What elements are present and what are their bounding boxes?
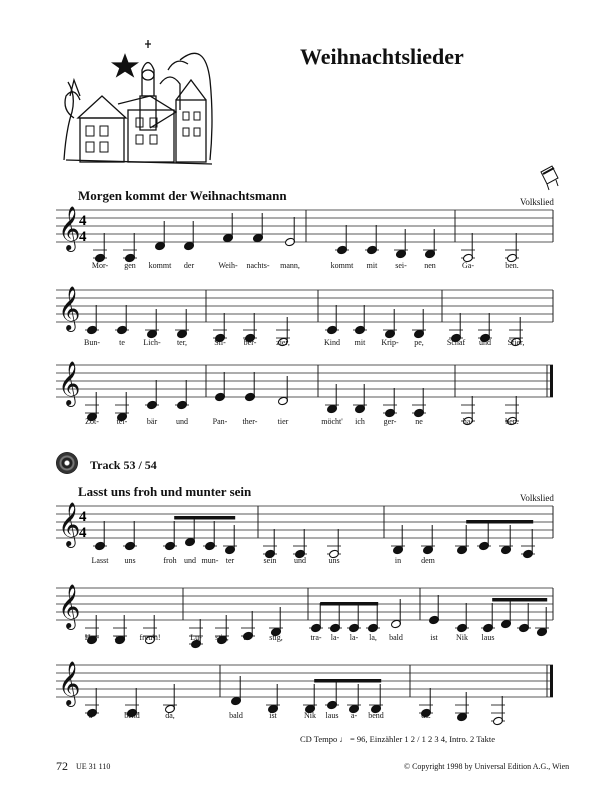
lyric-syllable: möcht' bbox=[321, 417, 343, 426]
lyric-syllable: da. bbox=[421, 711, 431, 720]
beam bbox=[492, 598, 547, 602]
lyric-syllable: tier bbox=[277, 417, 289, 426]
lyric-syllable: Zot- bbox=[85, 417, 99, 426]
lyric-syllable: ther- bbox=[242, 417, 258, 426]
lyric-syllable: Nik bbox=[456, 633, 468, 642]
lyric-syllable: zen bbox=[114, 633, 126, 642]
page-number: 72 bbox=[56, 759, 68, 773]
final-barline-thick bbox=[550, 665, 553, 697]
treble-clef: 𝄞 bbox=[58, 661, 81, 705]
lyric-syllable: Schaf bbox=[446, 338, 466, 347]
lyric-syllable: ne bbox=[415, 417, 423, 426]
lyric-syllable: Krip- bbox=[381, 338, 399, 347]
lyric-syllable: lu- bbox=[243, 633, 253, 642]
lyric-syllable: der bbox=[183, 261, 195, 270]
lyric-syllable: stig, bbox=[269, 633, 283, 642]
lyric-syllable: la- bbox=[330, 633, 340, 642]
time-signature-bottom: 4 bbox=[79, 525, 87, 541]
lyric-syllable: la- bbox=[349, 633, 359, 642]
lyric-syllable: ha- bbox=[462, 417, 474, 426]
lyric-syllable: nachts- bbox=[246, 261, 270, 270]
lyric-syllable: ger- bbox=[383, 417, 397, 426]
lyric-syllable: uns bbox=[124, 556, 136, 565]
lyric-syllable: froh bbox=[163, 556, 177, 565]
copyright-notice: © Copyright 1998 by Universal Edition A.G., Wien bbox=[404, 762, 570, 771]
lyric-syllable: Sil- bbox=[214, 338, 226, 347]
lyric-syllable: ter, bbox=[176, 338, 188, 347]
lyric-syllable: sei- bbox=[395, 261, 407, 270]
song-title: Lasst uns froh und munter sein bbox=[78, 484, 252, 499]
treble-clef: 𝄞 bbox=[58, 584, 81, 628]
lyric-syllable: Pan- bbox=[212, 417, 228, 426]
lyric-syllable: Weih- bbox=[218, 261, 238, 270]
lyric-syllable: ber- bbox=[243, 338, 257, 347]
lyric-syllable: bär bbox=[146, 417, 158, 426]
lyric-syllable: sein bbox=[263, 556, 277, 565]
tempo-note: CD Tempo ♩ = 96, Einzähler 1 2 / 1 2 3 4, Intro. 2 Takte bbox=[300, 734, 495, 744]
lyric-syllable: und bbox=[479, 338, 491, 347]
song-title: Morgen kommt der Weihnachtsmann bbox=[78, 188, 287, 203]
track-label: Track 53 / 54 bbox=[90, 458, 157, 472]
lyric-syllable: ben. bbox=[505, 417, 519, 426]
lyric-syllable: zier, bbox=[276, 338, 290, 347]
song-origin: Volkslied bbox=[520, 493, 554, 503]
lyric-syllable: pe, bbox=[414, 338, 424, 347]
treble-clef: 𝄞 bbox=[58, 502, 81, 546]
lyric-syllable: kommt bbox=[148, 261, 172, 270]
lyric-syllable: Her- bbox=[84, 633, 100, 642]
treble-clef: 𝄞 bbox=[58, 206, 81, 250]
beam bbox=[174, 516, 235, 520]
page-title: Weihnachtslieder bbox=[300, 44, 464, 69]
lyric-syllable: bald bbox=[229, 711, 243, 720]
lyric-syllable: laus bbox=[481, 633, 495, 642]
beam bbox=[314, 679, 381, 683]
lyric-syllable: uns bbox=[328, 556, 340, 565]
lyric-syllable: bend bbox=[368, 711, 384, 720]
lyric-syllable: in bbox=[394, 556, 402, 565]
time-signature-top: 4 bbox=[79, 509, 87, 525]
lyric-syllable: freu'n! bbox=[139, 633, 161, 642]
time-signature-bottom: 4 bbox=[79, 229, 87, 245]
lyric-syllable: la, bbox=[369, 633, 377, 642]
lyric-syllable: und bbox=[176, 417, 188, 426]
lyric-syllable: dem bbox=[421, 556, 435, 565]
lyric-syllable: Lich- bbox=[143, 338, 161, 347]
lyric-syllable: mun- bbox=[201, 556, 219, 565]
lyric-syllable: mann, bbox=[280, 261, 300, 270]
lyric-syllable: laus bbox=[325, 711, 339, 720]
lyric-syllable: te bbox=[119, 338, 125, 347]
lyric-syllable: bald bbox=[389, 633, 403, 642]
lyric-syllable: Ga- bbox=[462, 261, 474, 270]
lyric-syllable: bend bbox=[124, 711, 140, 720]
lyric-syllable: nen bbox=[424, 261, 436, 270]
lyric-syllable: tra- bbox=[310, 633, 322, 642]
lyric-syllable: ich bbox=[355, 417, 365, 426]
catalog-number: UE 31 110 bbox=[76, 762, 111, 771]
lyric-syllable: Stier, bbox=[507, 338, 525, 347]
treble-clef: 𝄞 bbox=[58, 361, 81, 405]
lyric-syllable: Bun- bbox=[84, 338, 100, 347]
beam bbox=[320, 602, 378, 606]
final-barline-thick bbox=[550, 365, 553, 397]
lyric-syllable: ben. bbox=[505, 261, 519, 270]
lyric-syllable: und bbox=[184, 556, 196, 565]
lyric-syllable: mit bbox=[366, 261, 378, 270]
song-origin: Volkslied bbox=[520, 197, 554, 207]
lyric-syllable: ist bbox=[430, 633, 438, 642]
treble-clef: 𝄞 bbox=[58, 286, 81, 330]
lyric-syllable: da, bbox=[165, 711, 175, 720]
lyric-syllable: Lu- bbox=[190, 633, 202, 642]
lyric-syllable: tel- bbox=[116, 417, 128, 426]
lyric-syllable: Nik bbox=[304, 711, 316, 720]
lyric-syllable: Kind bbox=[324, 338, 340, 347]
lyric-syllable: stig, bbox=[215, 633, 229, 642]
lyric-syllable: gen bbox=[124, 261, 136, 270]
lyric-syllable: und bbox=[294, 556, 306, 565]
lyric-syllable: Mor- bbox=[91, 261, 109, 270]
lyric-syllable: kommt bbox=[330, 261, 354, 270]
lyric-syllable: ist bbox=[269, 711, 277, 720]
time-signature-top: 4 bbox=[79, 213, 87, 229]
lyric-syllable: a- bbox=[350, 711, 358, 720]
lyric-syllable: Lasst bbox=[91, 556, 109, 565]
beam bbox=[466, 520, 533, 524]
lyric-syllable: a- bbox=[88, 711, 96, 720]
lyric-syllable: mit bbox=[354, 338, 366, 347]
lyric-syllable: ter bbox=[225, 556, 235, 565]
